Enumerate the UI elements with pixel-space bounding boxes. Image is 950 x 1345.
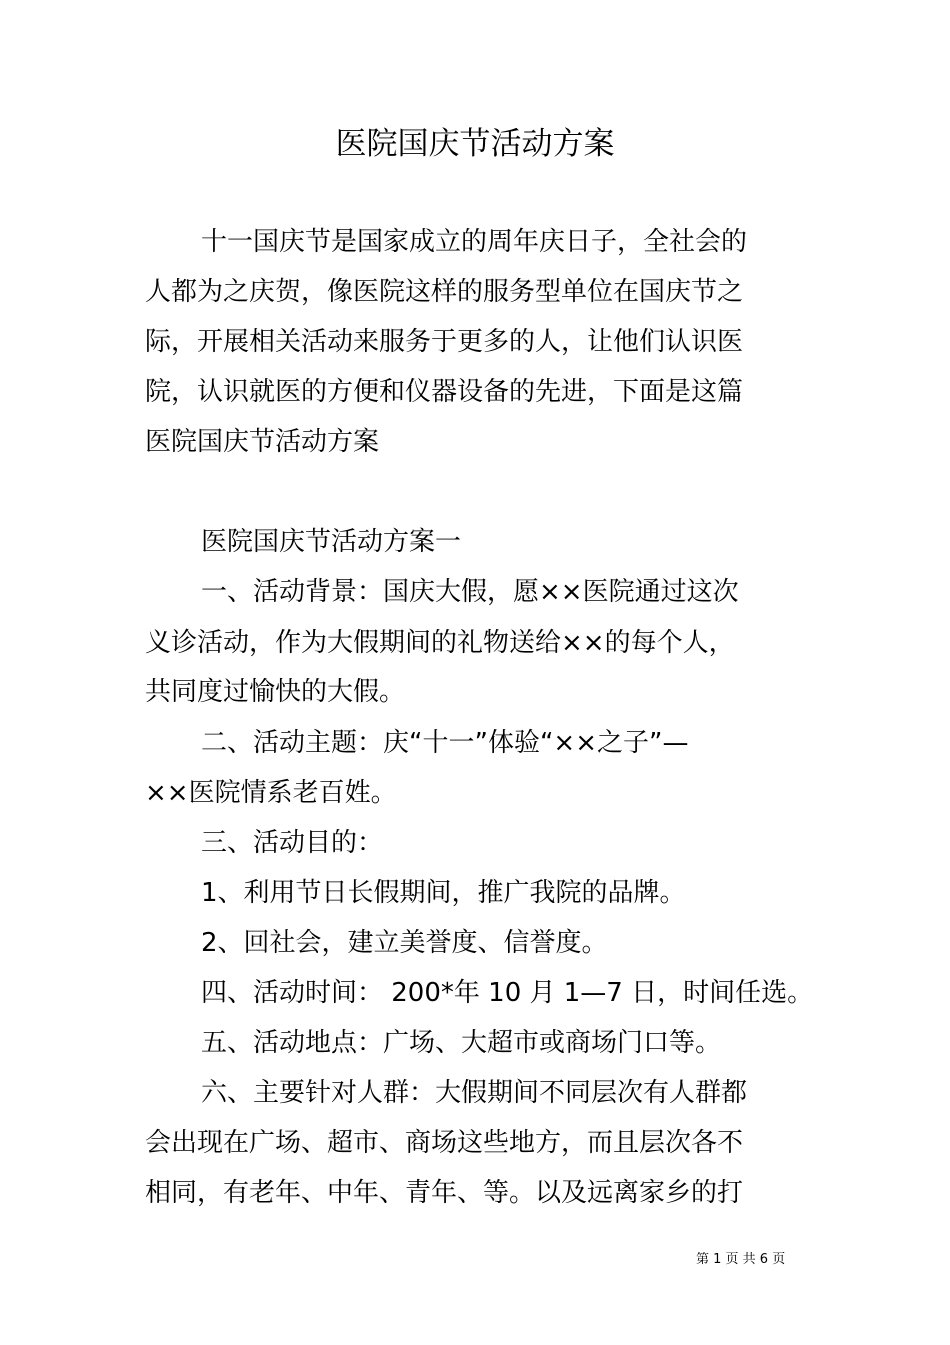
body-line-12: 会出现在广场、超市、商场这些地方，而且层次各不 [145, 1128, 744, 1158]
body-line-7: 1、利用节日长假期间，推广我院的品牌。 [201, 878, 686, 908]
body-line-2: 义诊活动，作为大假期间的礼物送给××的每个人， [145, 628, 735, 658]
body-line-5: ××医院情系老百姓。 [145, 778, 397, 808]
section-heading: 医院国庆节活动方案一 [201, 527, 462, 557]
body-line-9: 四、活动时间： 200*年 10 月 1—7 日，时间任选。 [201, 978, 814, 1008]
body-line-13: 相同，有老年、中年、青年、等。以及远离家乡的打 [145, 1178, 744, 1208]
page-number-footer: 第 1 页 共 6 页 [696, 1252, 786, 1267]
intro-line-4: 院，认识就医的方便和仪器设备的先进，下面是这篇 [145, 377, 744, 407]
intro-line-5: 医院国庆节活动方案 [145, 427, 380, 457]
body-line-3: 共同度过愉快的大假。 [145, 677, 406, 707]
body-line-10: 五、活动地点：广场、大超市或商场门口等。 [201, 1028, 722, 1058]
intro-line-1: 十一国庆节是国家成立的周年庆日子，全社会的 [201, 227, 748, 257]
body-line-11: 六、主要针对人群：大假期间不同层次有人群都 [201, 1078, 748, 1108]
intro-line-3: 际，开展相关活动来服务于更多的人，让他们认识医 [145, 327, 744, 357]
body-line-8: 2、回社会，建立美誉度、信誉度。 [201, 928, 608, 958]
body-line-4: 二、活动主题：庆“十一”体验“××之子”— [201, 728, 689, 758]
document-title: 医院国庆节活动方案 [335, 126, 615, 162]
body-line-6: 三、活动目的： [201, 828, 384, 858]
body-line-1: 一、活动背景：国庆大假，愿××医院通过这次 [201, 577, 739, 607]
intro-line-2: 人都为之庆贺，像医院这样的服务型单位在国庆节之 [145, 277, 744, 307]
